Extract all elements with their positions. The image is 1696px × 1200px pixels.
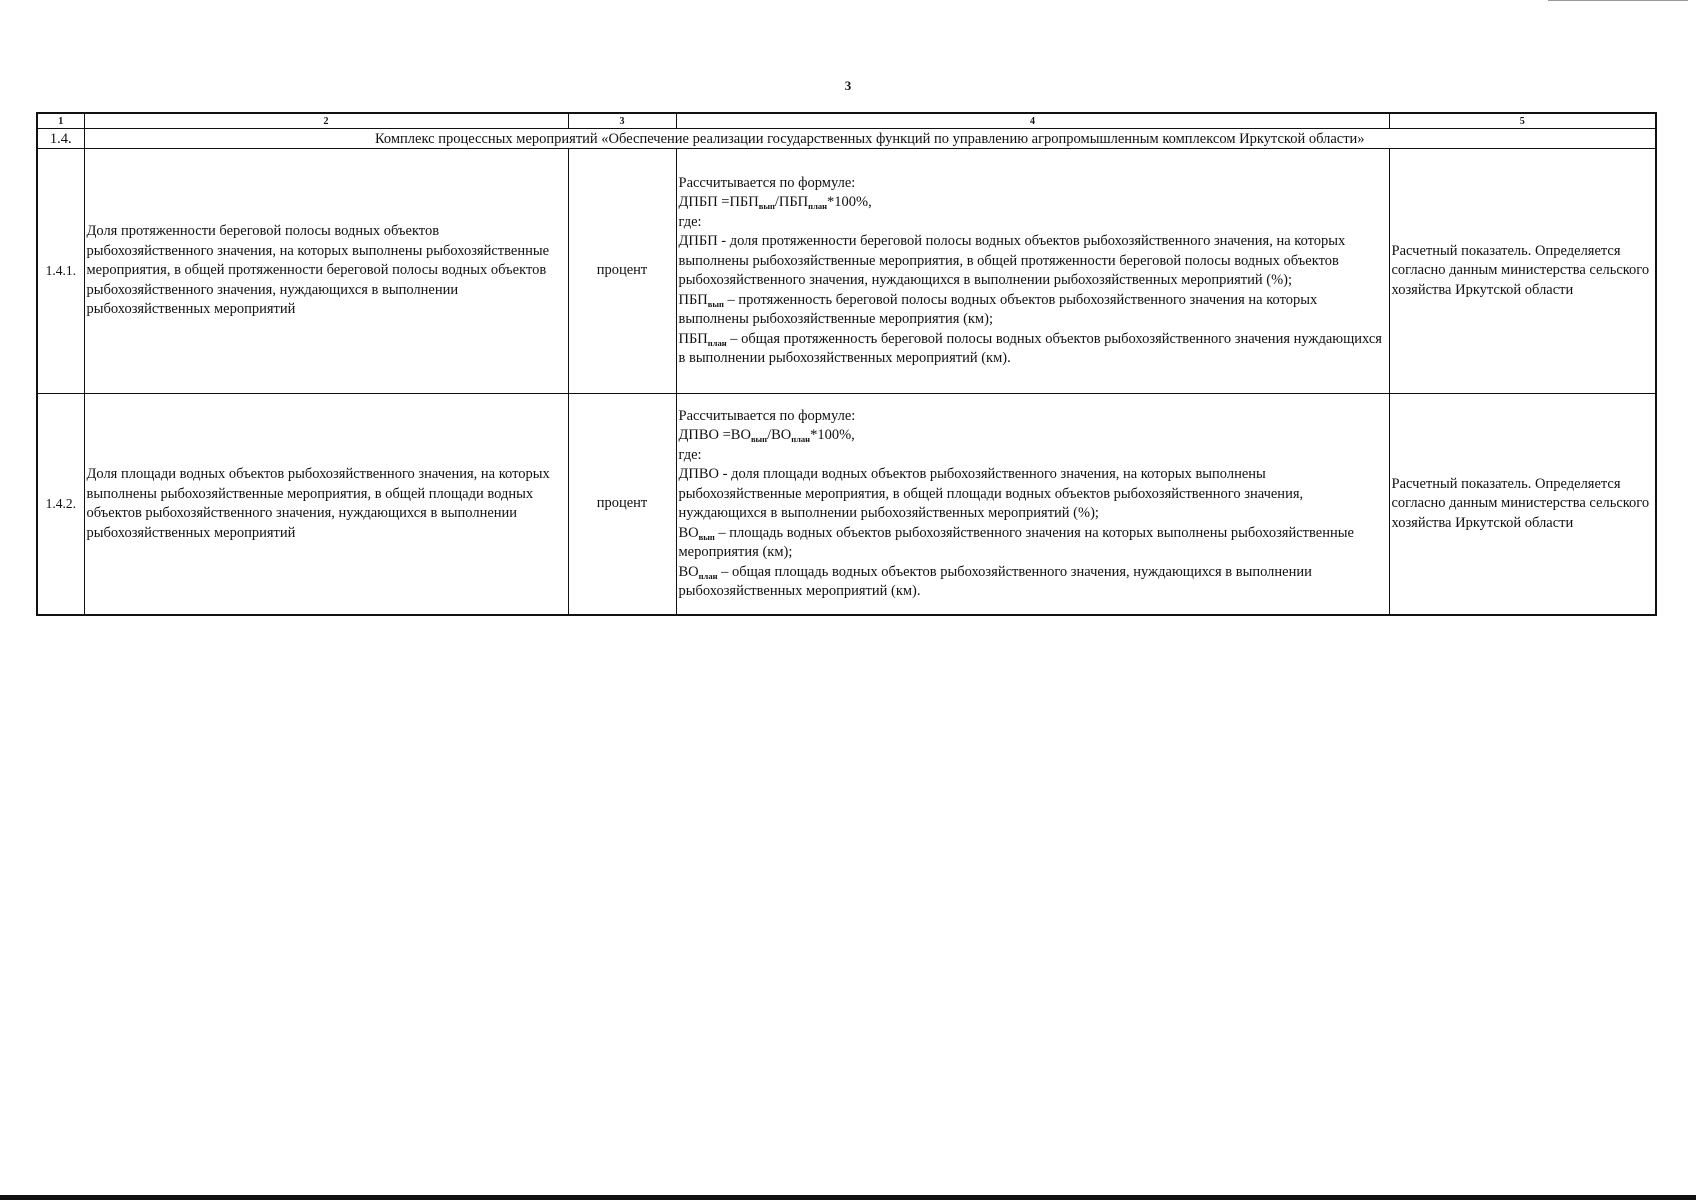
definition-done: $ПБП_{вып}$ – протяженность береговой полосы водных объектов рыбохозяйственного значения на которых выполнены рыбохозяйственные мероприятия (км); xyxy=(678,291,1318,327)
definition-planned: $ПБП_{план}$ – общая протяженность береговой полосы водных объектов рыбохозяйственного значения нуждающихся в выполнении рыбохозяйственных мероприятий (км). xyxy=(678,330,1382,366)
unit-of-measure: процент xyxy=(568,149,676,394)
header-col-5: 5 xyxy=(1389,113,1656,129)
table-row xyxy=(37,394,1656,616)
page-number: 3 xyxy=(844,78,852,93)
row-number: 1.4.1. xyxy=(37,149,84,394)
definition-ratio: ДПБП - доля протяженности береговой полосы водных объектов рыбохозяйственного значения, на которых выполнены рыбохозяйственные мероприятия, в общей протяженности береговой полосы водных объектов рыбохозяйственного значения, нуждающихся в выполнении рыбохозяйственных мероприятий (%); xyxy=(678,233,1346,288)
indicators-table xyxy=(36,112,1657,616)
section-row xyxy=(37,129,1656,149)
method-intro: Рассчитывается по формуле: xyxy=(678,407,856,424)
unit-of-measure: процент xyxy=(568,394,676,616)
definition-ratio: ДПВО - доля площади водных объектов рыбохозяйственного значения, на которых выполнены рыбохозяйственные мероприятия, в общей площади водных объектов рыбохозяйственного значения, нуждающихся в выполнении рыбохозяйственных мероприятий (%); xyxy=(678,466,1304,521)
definition-planned: $ВО_{план}$ – общая площадь водных объектов рыбохозяйственного значения, нуждающихся в выполнении рыбохозяйственных мероприятий (км). xyxy=(678,563,1312,599)
scan-edge-line xyxy=(1548,0,1688,1)
definition-done: $ВО_{вып}$ – площадь водных объектов рыбохозяйственного значения на которых выполнены рыбохозяйственные мероприятия (км); xyxy=(678,524,1354,560)
table-header-row xyxy=(37,113,1656,129)
formula: ДПБП $=ПБП_{вып}/ПБП_{план}*100\%$, xyxy=(678,194,872,211)
method-where: где: xyxy=(678,446,702,463)
formula: ДПВО $=ВО_{вып}/ВО_{план}*100\%$, xyxy=(678,427,855,444)
header-col-3: 3 xyxy=(568,113,676,129)
header-col-2: 2 xyxy=(84,113,568,129)
section-number: 1.4. xyxy=(37,129,84,149)
header-col-4: 4 xyxy=(676,113,1389,129)
method-where: где: xyxy=(678,213,702,230)
row-number: 1.4.2. xyxy=(37,394,84,616)
data-source: Расчетный показатель. Определяется согласно данным министерства сельского хозяйства Иркутской области xyxy=(1389,394,1656,616)
data-source: Расчетный показатель. Определяется согласно данным министерства сельского хозяйства Иркутской области xyxy=(1389,149,1656,394)
header-col-1: 1 xyxy=(37,113,84,129)
calculation-method xyxy=(676,149,1389,394)
indicator-description: Доля протяженности береговой полосы водных объектов рыбохозяйственного значения, на которых выполнены рыбохозяйственные мероприятия, в общей протяженности береговой полосы водных объектов рыбохозяйственного значения, нуждающихся в выполнении рыбохозяйственных мероприятий xyxy=(84,149,568,394)
table-row xyxy=(37,149,1656,394)
method-intro: Рассчитывается по формуле: xyxy=(678,174,856,191)
indicator-description: Доля площади водных объектов рыбохозяйственного значения, на которых выполнены рыбохозяйственные мероприятия, в общей площади водных объектов рыбохозяйственного значения, нуждающихся в выполнении рыбохозяйственных мероприятий xyxy=(84,394,568,616)
calculation-method xyxy=(676,394,1389,616)
scan-bottom-edge xyxy=(0,1195,1696,1200)
section-title: Комплекс процессных мероприятий «Обеспечение реализации государственных функций по управлению агропромышленным комплексом Иркутской области» xyxy=(84,129,1656,149)
